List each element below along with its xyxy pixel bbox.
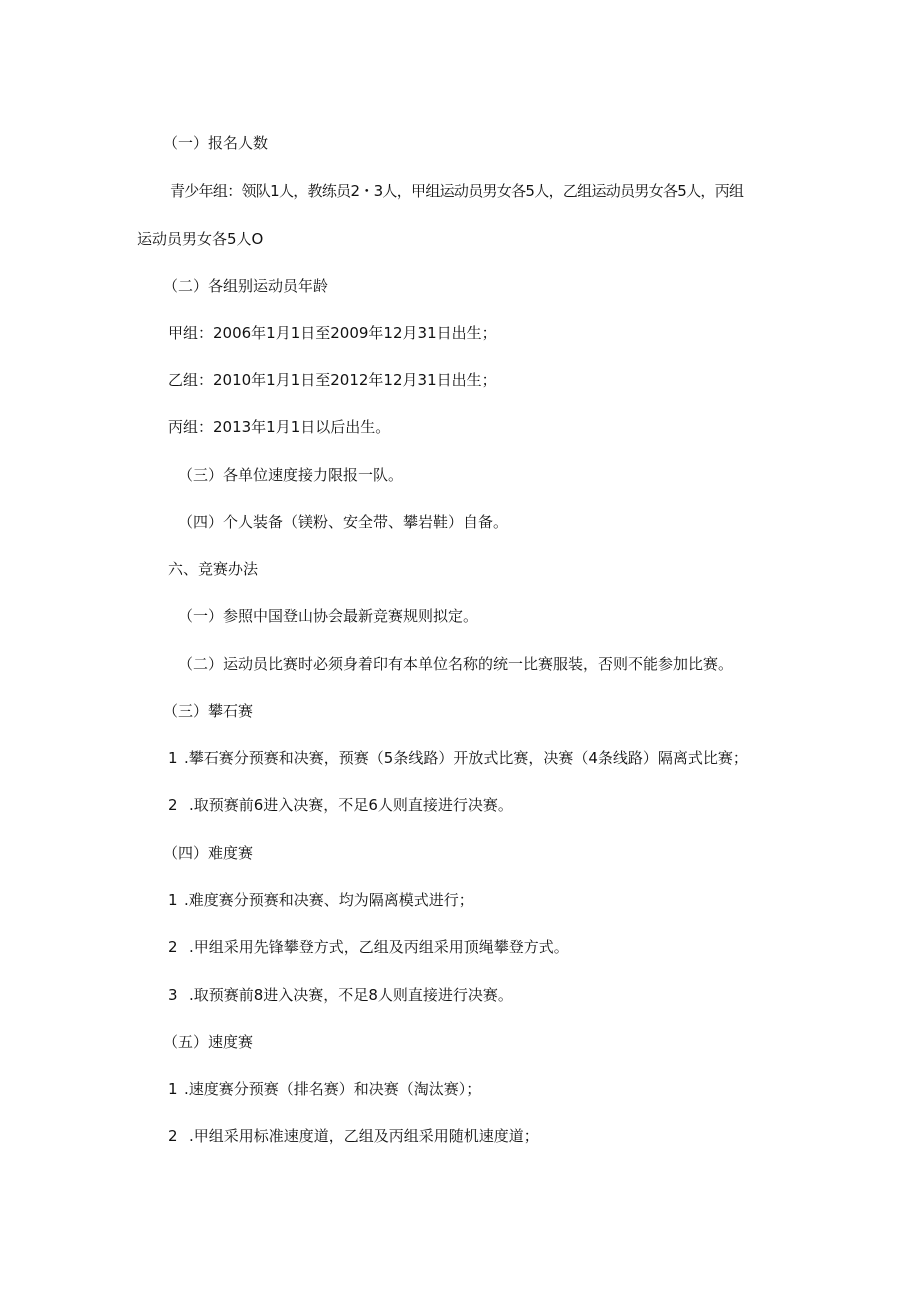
- paragraph-youth-group-line-2: 运动员男女各5人O: [137, 230, 264, 248]
- list-item: [168, 1079, 482, 1099]
- list-item-text: .速度赛分预赛（排名赛）和决赛（淘汰赛）；: [184, 1080, 482, 1098]
- rule-item-1: （一）参照中国登山协会最新竞赛规则拟定。: [178, 607, 479, 625]
- list-item: [168, 890, 474, 910]
- list-item-text: .难度赛分预赛和决赛、均为隔离模式进行；: [184, 891, 474, 909]
- list-item: [168, 937, 569, 957]
- heading-registration-count: （一）报名人数: [163, 134, 269, 152]
- rule-item-2: （二）运动员比赛时必须身着印有本单位名称的统一比赛服装，否则不能参加比赛。: [178, 655, 734, 673]
- heading-age-groups: （二）各组别运动员年龄: [163, 277, 329, 295]
- heading-personal-equipment: （四）个人装备（镁粉、安全带、攀岩鞋）自备。: [178, 513, 509, 531]
- list-item-number: 2: [168, 796, 178, 814]
- age-group-c: 丙组：2013年1月1日以后出生。: [168, 418, 391, 436]
- section-title-competition-method: 六、竞赛办法: [168, 560, 259, 578]
- heading-lead: （四）难度赛: [163, 844, 254, 862]
- list-item-text: .甲组采用标准速度道，乙组及丙组采用随机速度道；: [189, 1127, 539, 1145]
- list-item-number: 1: [168, 891, 178, 909]
- list-item-number: 1: [168, 749, 178, 767]
- list-item-number: 2: [168, 1127, 178, 1145]
- list-item: [168, 748, 748, 768]
- list-item-text: .攀石赛分预赛和决赛，预赛（5条线路）开放式比赛，决赛（4条线路）隔离式比赛；: [184, 749, 748, 767]
- heading-speed: （五）速度赛: [163, 1033, 254, 1051]
- age-group-a: 甲组：2006年1月1日至2009年12月31日出生；: [168, 324, 497, 342]
- list-item-text: .甲组采用先锋攀登方式，乙组及丙组采用顶绳攀登方式。: [189, 938, 569, 956]
- list-item-number: 1: [168, 1080, 178, 1098]
- list-item-number: 3: [168, 986, 178, 1004]
- list-item: [168, 795, 513, 815]
- age-group-b: 乙组：2010年1月1日至2012年12月31日出生；: [168, 371, 497, 389]
- list-item-text: .取预赛前8进入决赛，不足8人则直接进行决赛。: [189, 986, 513, 1004]
- heading-speed-relay: （三）各单位速度接力限报一队。: [178, 466, 404, 484]
- list-item-number: 2: [168, 938, 178, 956]
- list-item: [168, 1126, 539, 1146]
- paragraph-youth-group-line-1: 青少年组：领队1人，教练员2・3人，甲组运动员男女各5人，乙组运动员男女各5人，丙组: [170, 182, 744, 200]
- list-item-text: .取预赛前6进入决赛，不足6人则直接进行决赛。: [189, 796, 513, 814]
- heading-bouldering: （三）攀石赛: [163, 702, 254, 720]
- list-item: [168, 985, 513, 1005]
